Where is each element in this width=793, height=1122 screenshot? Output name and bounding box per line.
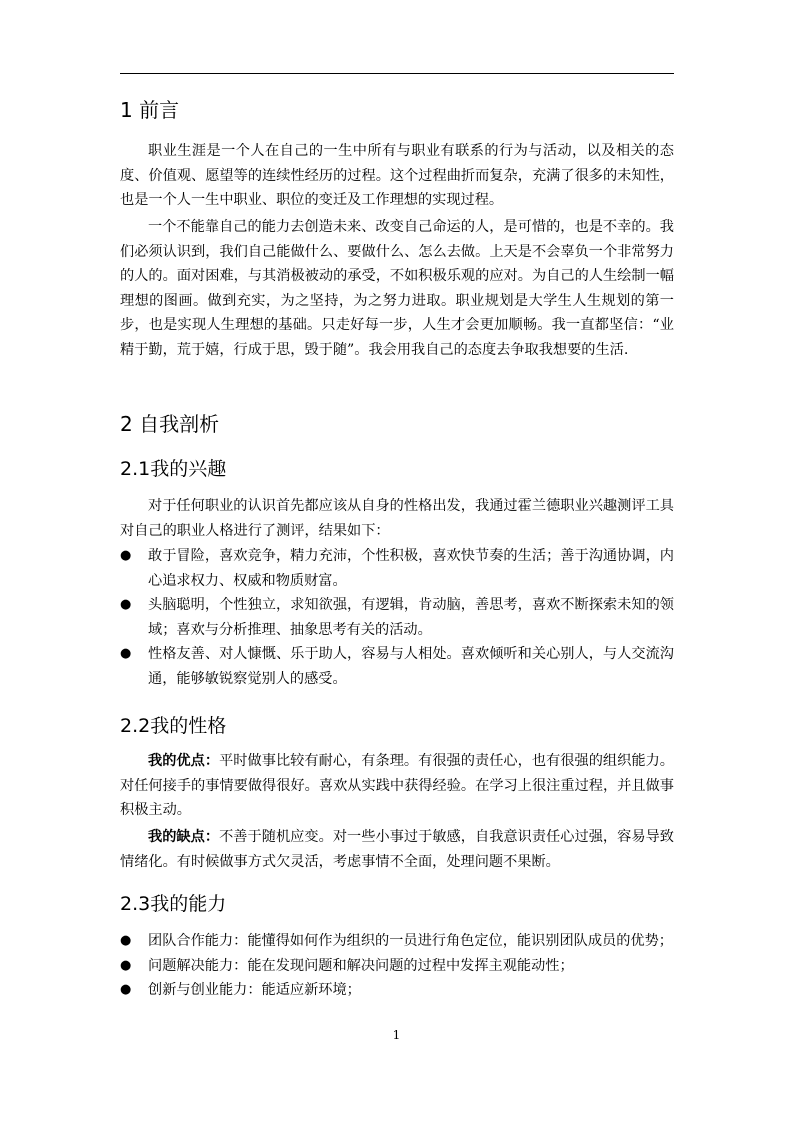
bullet-icon: ● [120,982,132,997]
abilities-list [120,929,674,1003]
heading-self-analysis: 2 自我剖析 [120,412,220,436]
list-item: ● 性格友善、对人慷慨、乐于助人，容易与人相处。喜欢倾听和关心别人，与人交流沟通，能够敏锐察觉别人的感受。 [120,642,674,691]
bullet-icon: ● [120,957,132,973]
heading-my-interests: 2.1我的兴趣 [120,458,227,480]
weaknesses-paragraph [120,825,674,874]
list-item: ● 敢于冒险，喜欢竞争，精力充沛，个性积极，喜欢快节奏的生活；善于沟通协调，内心追求权力、权威和物质财富。 [120,544,674,593]
page-number: 1 [392,1028,401,1042]
heading-my-personality: 2.2我的性格 [120,715,227,737]
interests-list [120,544,674,691]
list-item: ● 创新与创业能力：能适应新环境； [120,978,674,1003]
strengths-text: 平时做事比较有耐心，有条理。有很强的责任心，也有很强的组织能力。对任何接手的事情要做得很好。喜欢从实践中获得经验。在学习上很注重过程，并且做事积极主动。 [120,753,674,818]
header-rule [120,73,674,74]
preface-paragraph-2: 一个不能靠自己的能力去创造未来、改变自己命运的人，是可惜的，也是不幸的。我们必须认识到，我们自己能做什么、要做什么、怎么去做。上天是不会辜负一个非常努力的人的。面对困难，与其消极被动的承受，不如积极乐观的应对。为自己的人生绘制一幅理想的图画。做到充实，为之坚持，为之努力进取。职业规划是大学生人生规划的第一步，也是实现人生理想的基础。只走好每一步，人生才会更加顺畅。我一直都坚信：“业精于勤，荒于嬉，行成于思，毁于随”。我会用我自己的态度去争取我想要的生活. [120,219,674,358]
heading-my-abilities: 2.3我的能力 [120,893,227,915]
heading-preface: 1 前言 [120,98,180,122]
bullet-icon: ● [120,548,132,563]
interests-intro: 对于任何职业的认识首先都应该从自身的性格出发，我通过霍兰德职业兴趣测评工具对自己的职业人格进行了测评，结果如下： [120,498,674,539]
list-item: ● 问题解决能力：能在发现问题和解决问题的过程中发挥主观能动性； [120,954,674,979]
strengths-paragraph [120,749,674,823]
bullet-icon: ● [120,933,132,948]
list-item: ● 头脑聪明，个性独立，求知欲强，有逻辑，肯动脑，善思考，喜欢不断探索未知的领域；喜欢与分析推理、抽象思考有关的活动。 [120,593,674,642]
weaknesses-label: 我的缺点： [148,829,220,845]
preface-paragraph-1: 职业生涯是一个人在自己的一生中所有与职业有联系的行为与活动，以及相关的态度、价值观、愿望等的连续性经历的过程。这个过程曲折而复杂，充满了很多的未知性，也是一个人一生中职业、职位的变迁及工作理想的实现过程。 [120,143,674,208]
weaknesses-text: 不善于随机应变。对一些小事过于敏感，自我意识责任心过强，容易导致情绪化。有时候做事方式欠灵活，考虑事情不全面，处理问题不果断。 [120,829,674,870]
list-item: ● 团队合作能力：能懂得如何作为组织的一员进行角色定位，能识别团队成员的优势； [120,929,674,954]
strengths-label: 我的优点： [148,753,220,769]
bullet-icon: ● [120,646,132,661]
bullet-icon: ● [120,597,132,612]
